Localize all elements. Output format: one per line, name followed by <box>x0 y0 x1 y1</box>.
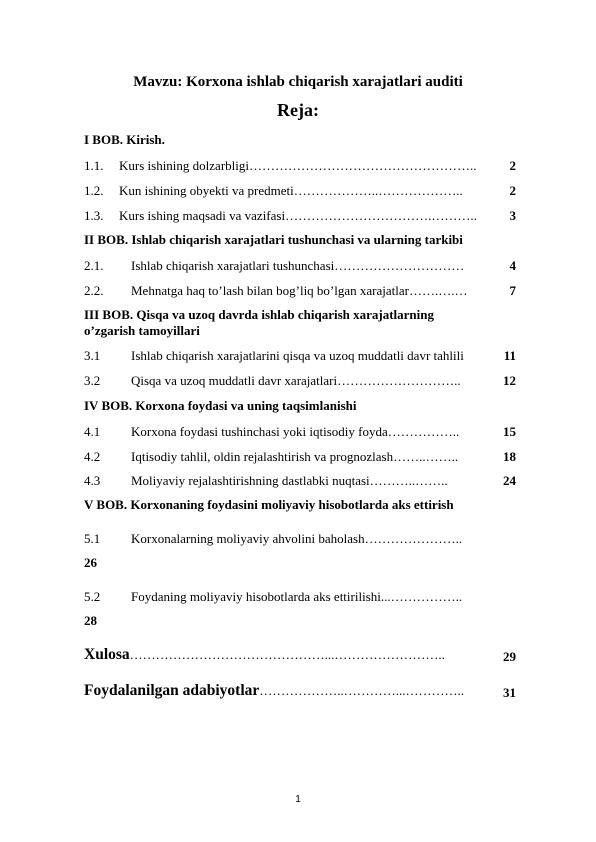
item-number: 1.2. <box>84 183 104 198</box>
item-page: 11 <box>503 348 516 363</box>
item-number: 4.1 <box>84 424 101 439</box>
plan-heading: Reja: <box>277 100 319 120</box>
page-number: 1 <box>295 794 301 805</box>
item-number: 3.1 <box>84 348 101 363</box>
item-number: 1.3. <box>84 208 104 223</box>
item-page: 26 <box>84 555 97 570</box>
item-number: 3.2 <box>84 373 101 388</box>
item-page: 2 <box>509 158 516 173</box>
chapter-heading: III BOB. Qisqa va uzoq davrda ishlab chiqarish xarajatlarning o’zgarish tamoyillari <box>84 307 434 338</box>
item-page: 3 <box>509 208 516 223</box>
item-number: 4.3 <box>84 473 101 488</box>
conclusion-entry <box>84 646 445 664</box>
document-title: Mavzu: Korxona ishlab chiqarish xarajatlari auditi <box>133 74 463 90</box>
item-page: 18 <box>503 449 516 464</box>
item-number: 2.2. <box>84 283 104 298</box>
item-text: Iqtisodiy tahlil, oldin rejalashtirish va prognozlash……..…….. <box>131 449 459 464</box>
item-text: Kun ishining obyekti va predmeti………………..……………….. <box>119 183 463 198</box>
item-text: Ishlab chiqarish xarajatlarini qisqa va uzoq muddatli davr tahlili <box>131 348 464 363</box>
item-text: Qisqa va uzoq muddatli davr xarajatlari……………………….. <box>131 373 461 388</box>
item-page: 24 <box>503 473 516 488</box>
item-page: 4 <box>509 258 516 273</box>
item-text: Mehnatga haq to’lash bilan bog’liq bo’lgan xarajatlar…….….… <box>131 283 468 298</box>
chapter-heading: II BOB. Ishlab chiqarish xarajatlari tushunchasi va ularning tarkibi <box>84 232 463 247</box>
item-page: 28 <box>84 613 97 628</box>
conclusion-dots: ………………………………………...…………………….. <box>129 647 445 662</box>
item-text: Kurs ishining dolzarbligi…………………………………………….. <box>119 158 477 173</box>
item-text: Korxona foydasi tushinchasi yoki iqtisodiy foyda…………….. <box>131 424 460 439</box>
references-label: Foydalanilgan adabiyotlar <box>84 682 260 699</box>
conclusion-label: Xulosa <box>84 646 130 663</box>
item-number: 1.1. <box>84 158 104 173</box>
chapter-heading: IV BOB. Korxona foydasi va uning taqsimlanishi <box>84 398 357 413</box>
item-page: 7 <box>509 283 516 298</box>
item-number: 5.2 <box>84 589 101 604</box>
item-number: 5.1 <box>84 531 101 546</box>
item-number: 4.2 <box>84 449 101 464</box>
conclusion-page: 29 <box>503 649 516 664</box>
references-page: 31 <box>503 685 516 700</box>
item-text: Korxonalarning moliyaviy ahvolini baholash………………….. <box>131 531 463 546</box>
chapter-heading: V BOB. Korxonaning foydasini moliyaviy hisobotlarda aks ettirish <box>84 497 454 512</box>
references-entry <box>84 682 464 700</box>
item-text: Moliyaviy rejalashtirishning dastlabki nuqtasi………..…….. <box>131 473 448 488</box>
item-text: Foydaning moliyaviy hisobotlarda aks ettirilishi...…………….. <box>131 589 463 604</box>
item-page: 12 <box>503 373 516 388</box>
item-page: 2 <box>509 183 516 198</box>
item-number: 2.1. <box>84 258 104 273</box>
references-dots: ………………..…………...………….. <box>259 683 465 698</box>
chapter-heading: I BOB. Kirish. <box>84 132 165 147</box>
item-page: 15 <box>503 424 516 439</box>
item-text: Ishlab chiqarish xarajatlari tushunchasi………………………… <box>131 258 465 273</box>
item-text: Kurs ishing maqsadi va vazifasi…………………………….……….. <box>119 208 477 223</box>
